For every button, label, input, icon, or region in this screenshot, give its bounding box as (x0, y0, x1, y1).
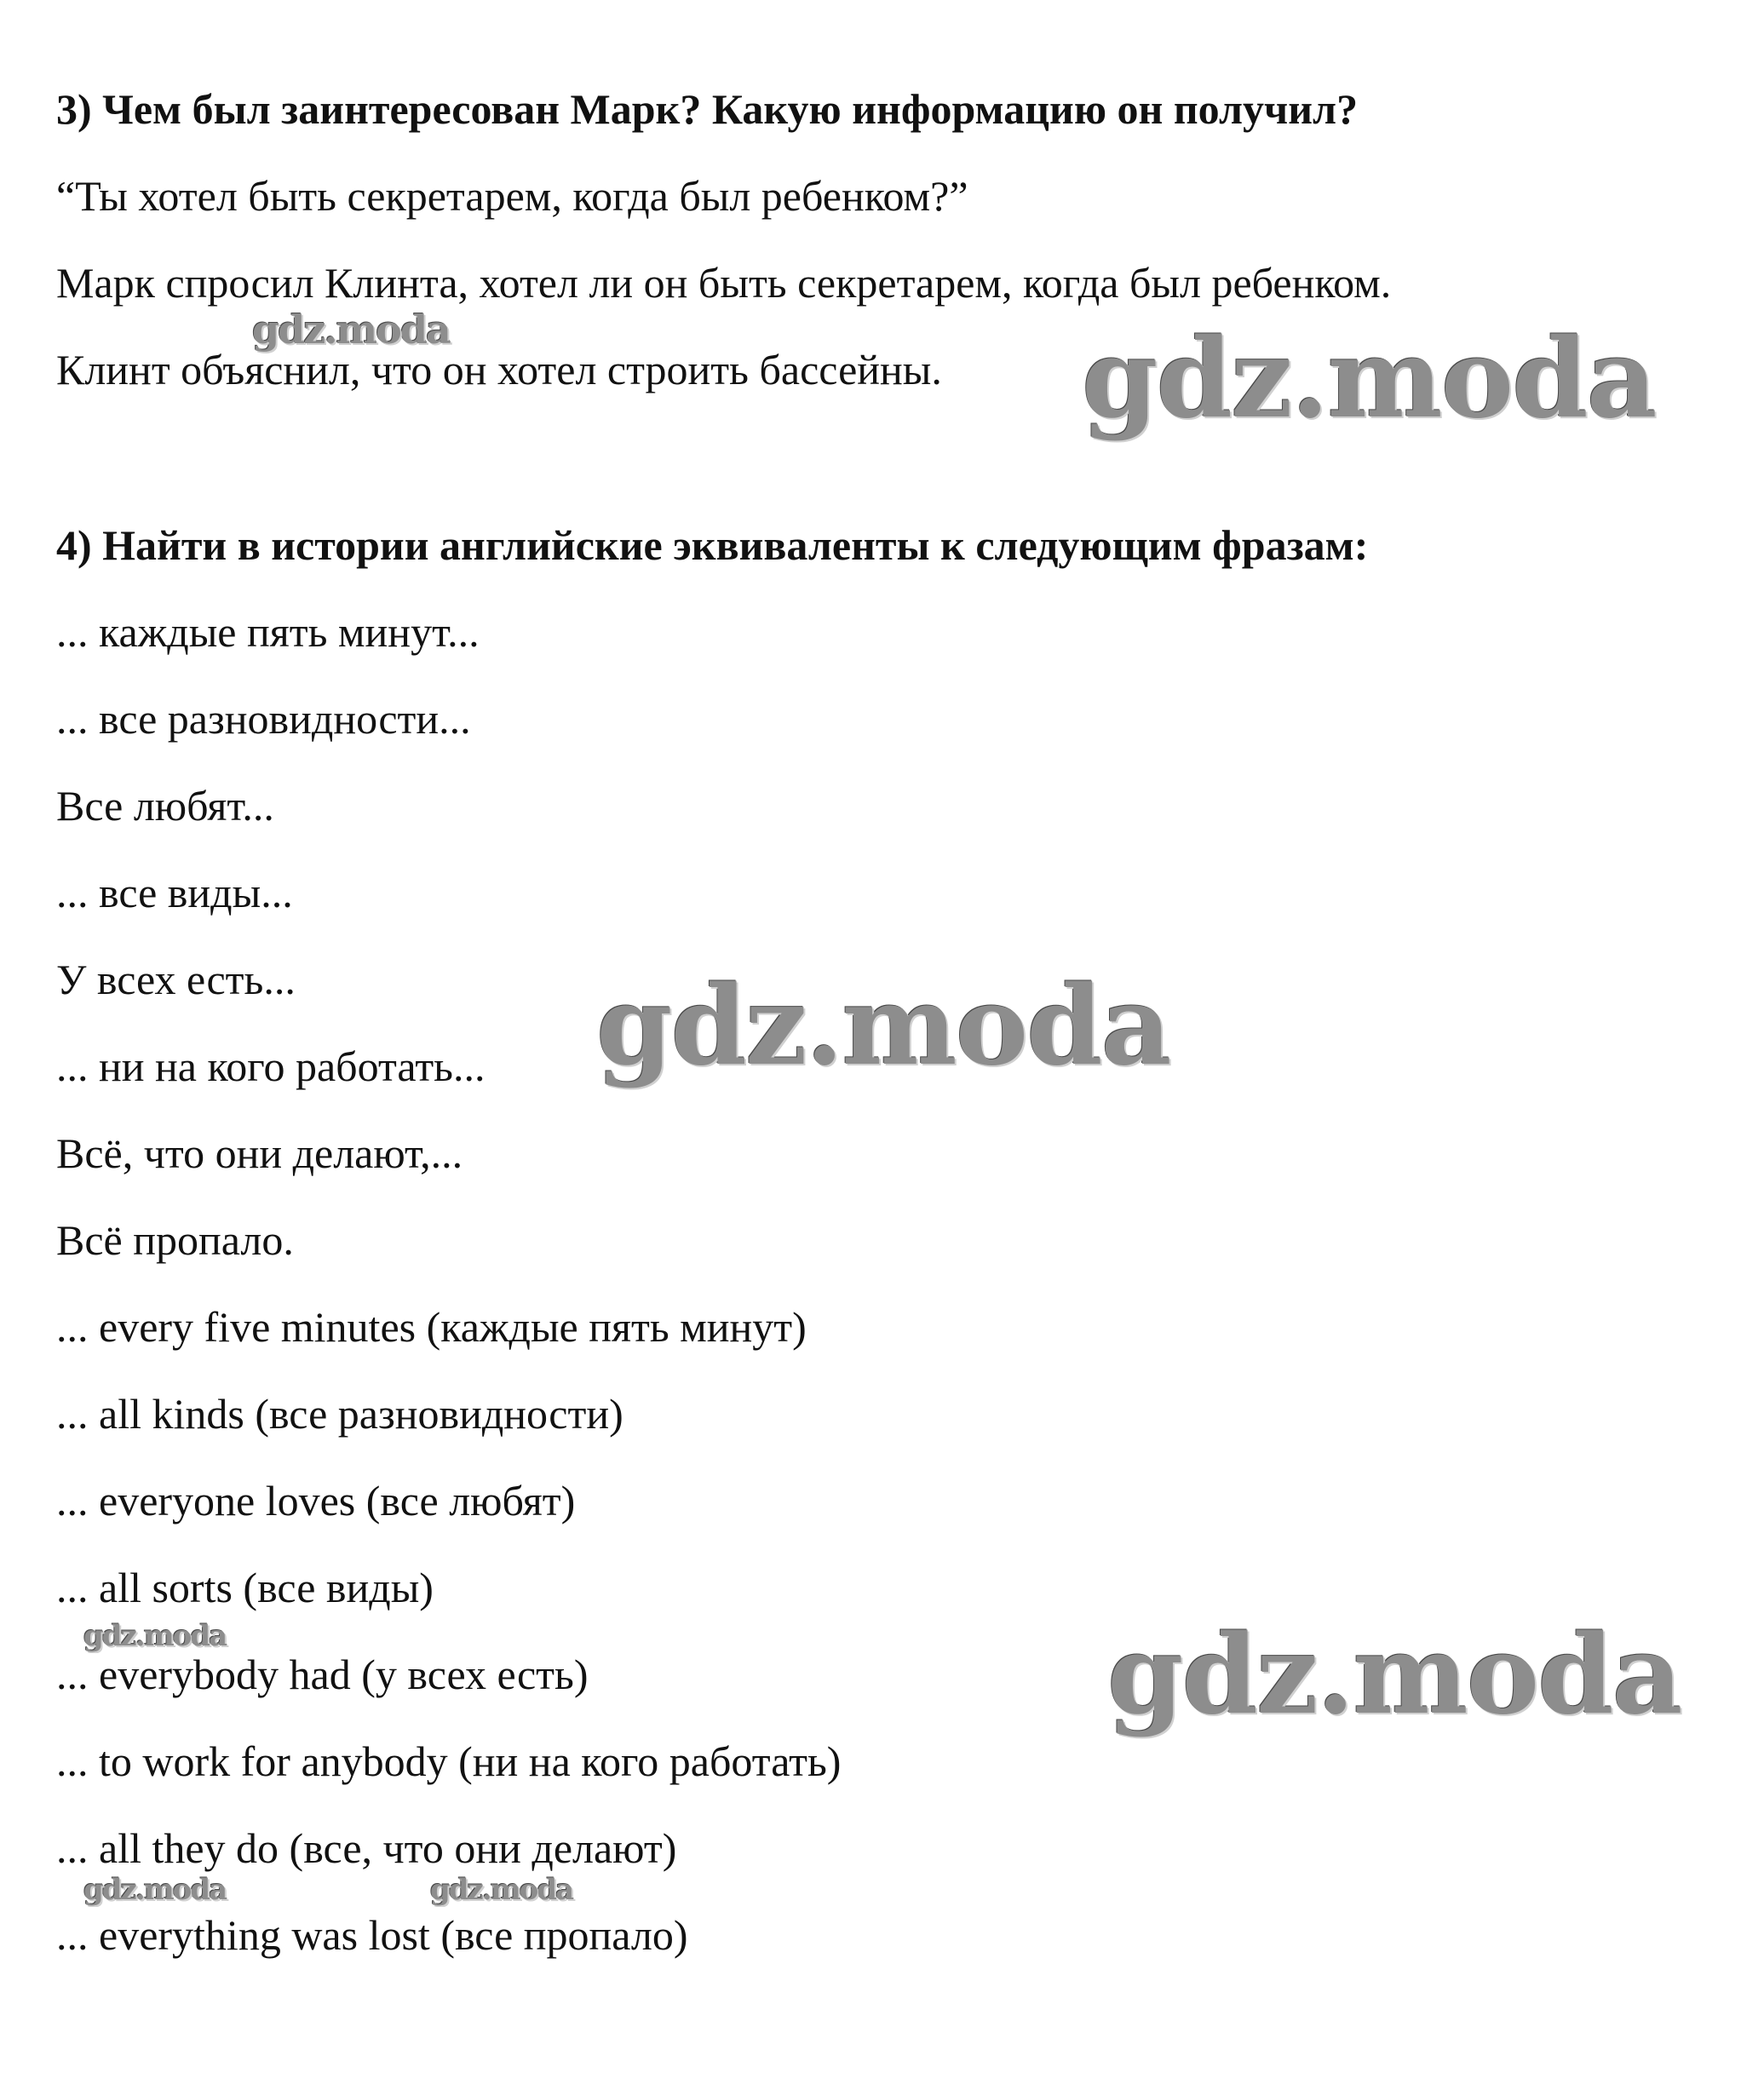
russian-phrase: У всех есть... (56, 956, 296, 1003)
watermark-logo: gdz.moda (596, 962, 1170, 1090)
english-equivalent: ... all they do (все, что они делают) (56, 1824, 677, 1872)
english-equivalent: ... all sorts (все виды) (56, 1564, 434, 1611)
russian-phrase: Всё пропало. (56, 1216, 294, 1264)
section-3-heading: 3) Чем был заинтересован Марк? Какую информацию он получил? (56, 85, 1359, 133)
russian-phrase: ... ни на кого работать... (56, 1042, 486, 1090)
russian-phrase: ... каждые пять минут... (56, 608, 480, 656)
section-3-quote: “Ты хотел быть секретарем, когда был ребенком?” (56, 172, 968, 220)
russian-phrase: ... все виды... (56, 869, 293, 916)
watermark-logo: gdz.moda (83, 1873, 227, 1907)
russian-phrase: Все любят... (56, 782, 274, 830)
watermark-logo: gdz.moda (430, 1873, 573, 1907)
english-equivalent: ... every five minutes (каждые пять минут) (56, 1303, 807, 1351)
english-equivalent: ... everyone loves (все любят) (56, 1477, 576, 1524)
english-equivalent: ... everybody had (у всех есть) (56, 1651, 589, 1698)
english-equivalent: ... everything was lost (все пропало) (56, 1911, 688, 1959)
russian-phrase: ... все разновидности... (56, 695, 471, 743)
english-equivalent: ... all kinds (все разновидности) (56, 1390, 623, 1438)
section-3-line: Марк спросил Клинта, хотел ли он быть секретарем, когда был ребенком. (56, 259, 1392, 307)
section-4-heading: 4) Найти в истории английские эквиваленты к следующим фразам: (56, 521, 1369, 569)
english-equivalent: ... to work for anybody (ни на кого работать) (56, 1737, 842, 1785)
russian-phrase: Всё, что они делают,... (56, 1129, 463, 1177)
section-3-line: Клинт объяснил, что он хотел строить бассейны. (56, 346, 942, 393)
watermark-logo: gdz.moda (252, 307, 450, 353)
watermark-logo: gdz.moda (1107, 1611, 1681, 1739)
watermark-logo: gdz.moda (83, 1619, 227, 1653)
watermark-logo: gdz.moda (1082, 315, 1656, 443)
